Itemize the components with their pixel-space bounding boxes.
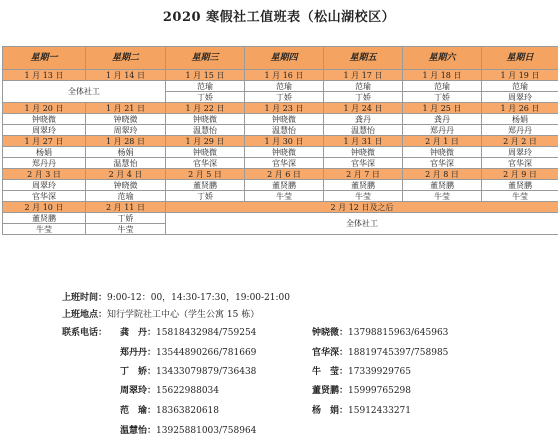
staff-cell: 牛莹 (86, 224, 166, 235)
staff-cell: 钟晓微 (86, 180, 166, 191)
date-cell: 1 月 14 日 (86, 70, 166, 81)
contact-phone: 13544890266/781669 (156, 348, 257, 358)
day-header: 星期五 (324, 47, 403, 70)
staff-cell: 董贤鹏 (245, 180, 324, 191)
staff-cell: 董贤鹏 (3, 213, 86, 224)
hours-label: 上班时间： (62, 293, 108, 303)
contact-right-0 (312, 325, 448, 338)
date-cell: 1 月 25 日 (403, 103, 482, 114)
all-staff-cell: 全体社工 (166, 213, 558, 235)
contact-name: 郑丹丹： (120, 348, 157, 358)
staff-cell: 龚丹 (403, 114, 482, 125)
staff-cell: 官华深 (324, 158, 403, 169)
contact-phone: 18819745397/758985 (348, 348, 449, 358)
contact-phone: 13433079879/736438 (156, 367, 257, 377)
staff-cell: 杨娟 (86, 147, 166, 158)
staff-cell: 钟晓微 (86, 114, 166, 125)
contact-name: 范 瑜： (120, 406, 157, 416)
staff-cell: 牛莹 (403, 191, 482, 202)
staff-cell: 丁娇 (324, 92, 403, 103)
date-row (3, 136, 558, 147)
day-header: 星期日 (482, 47, 558, 70)
after-date-cell: 2 月 12 日及之后 (166, 202, 558, 213)
contact-phone: 15818432984/759254 (156, 328, 257, 338)
contact-name: 钟晓微： (312, 328, 349, 338)
header-row (3, 47, 558, 70)
staff-cell: 钟晓微 (166, 114, 245, 125)
staff-cell: 范瑜 (86, 191, 166, 202)
staff-cell: 郑丹丹 (3, 158, 86, 169)
staff-cell: 丁娇 (86, 213, 166, 224)
staff-cell: 钟晓微 (403, 147, 482, 158)
staff-cell: 丁娇 (166, 191, 245, 202)
staff-cell: 周翠玲 (3, 180, 86, 191)
staff-cell: 范瑜 (245, 81, 324, 92)
place-line (62, 307, 259, 320)
date-cell: 1 月 27 日 (3, 136, 86, 147)
staff-cell: 丁娇 (166, 92, 245, 103)
staff-row (3, 114, 558, 125)
staff-row (3, 81, 558, 92)
date-cell: 1 月 13 日 (3, 70, 86, 81)
staff-cell: 钟晓微 (245, 147, 324, 158)
staff-cell: 范瑜 (403, 81, 482, 92)
date-cell: 2 月 10 日 (3, 202, 86, 213)
date-cell: 1 月 22 日 (166, 103, 245, 114)
contact-name: 龚 丹： (120, 328, 157, 338)
staff-cell: 官华深 (403, 158, 482, 169)
staff-cell: 官华深 (245, 158, 324, 169)
contact-left-2 (120, 364, 256, 377)
staff-cell: 范瑜 (482, 81, 558, 92)
staff-cell: 周翠玲 (3, 125, 86, 136)
staff-cell: 周翠玲 (482, 92, 558, 103)
contact-left-4 (120, 403, 219, 416)
staff-cell: 董贤鹏 (403, 180, 482, 191)
place-label: 上班地点： (62, 310, 108, 320)
contact-left-0 (120, 325, 256, 338)
date-cell: 1 月 30 日 (245, 136, 324, 147)
staff-row (3, 125, 558, 136)
contact-name: 周翠玲： (120, 386, 157, 396)
date-row (3, 70, 558, 81)
contact-phone: 13798815963/645963 (348, 328, 449, 338)
staff-cell: 温慧怡 (86, 158, 166, 169)
staff-row (3, 213, 558, 224)
date-cell: 1 月 23 日 (245, 103, 324, 114)
day-header: 星期一 (3, 47, 86, 70)
staff-cell: 董贤鹏 (166, 180, 245, 191)
contact-name: 温慧怡： (120, 426, 157, 436)
staff-cell: 周翠玲 (482, 147, 558, 158)
all-staff-cell: 全体社工 (3, 81, 166, 103)
day-header: 星期四 (245, 47, 324, 70)
date-cell: 1 月 21 日 (86, 103, 166, 114)
hours-value: 9:00-12：00，14:30-17:30，19:00-21:00 (107, 293, 290, 303)
contact-phone: 13925881003/758964 (156, 426, 257, 436)
staff-cell: 钟晓微 (245, 114, 324, 125)
staff-cell: 官华深 (3, 191, 86, 202)
contact-name: 杨 娟： (312, 406, 349, 416)
contact-phone: 15999765298 (348, 386, 412, 396)
staff-cell: 钟晓微 (3, 114, 86, 125)
staff-cell: 温慧怡 (245, 125, 324, 136)
staff-cell: 温慧怡 (166, 125, 245, 136)
date-cell: 1 月 28 日 (86, 136, 166, 147)
date-row (3, 202, 558, 213)
staff-cell: 官华深 (166, 158, 245, 169)
staff-cell: 丁娇 (245, 92, 324, 103)
staff-cell: 范瑜 (324, 81, 403, 92)
contact-name: 官华深： (312, 348, 349, 358)
day-header: 星期六 (403, 47, 482, 70)
date-cell: 1 月 19 日 (482, 70, 558, 81)
contact-left-5 (120, 423, 256, 436)
date-cell: 1 月 24 日 (324, 103, 403, 114)
date-cell: 2 月 2 日 (482, 136, 558, 147)
staff-row (3, 180, 558, 191)
date-cell: 2 月 6 日 (245, 169, 324, 180)
contact-phone: 17339929765 (348, 367, 412, 377)
date-cell: 2 月 4 日 (86, 169, 166, 180)
contact-label: 联系电话： (62, 328, 108, 338)
date-cell: 1 月 31 日 (324, 136, 403, 147)
staff-cell: 郑丹丹 (482, 125, 558, 136)
date-cell: 1 月 15 日 (166, 70, 245, 81)
contact-right-1 (312, 345, 448, 358)
page-title: 2020 寒假社工值班表（松山湖校区） (162, 10, 396, 25)
date-cell: 2 月 3 日 (3, 169, 86, 180)
contact-right-3 (312, 383, 411, 396)
contact-phone: 15912433271 (348, 406, 412, 416)
staff-cell: 温慧怡 (324, 125, 403, 136)
date-cell: 1 月 18 日 (403, 70, 482, 81)
staff-cell: 杨娟 (3, 147, 86, 158)
staff-cell: 范瑜 (166, 81, 245, 92)
staff-cell: 牛莹 (245, 191, 324, 202)
date-cell: 1 月 16 日 (245, 70, 324, 81)
hours-line (62, 290, 290, 303)
staff-cell: 牛莹 (482, 191, 558, 202)
contact-name: 丁 娇： (120, 367, 157, 377)
staff-cell: 牛莹 (324, 191, 403, 202)
date-cell: 2 月 9 日 (482, 169, 558, 180)
date-cell: 1 月 20 日 (3, 103, 86, 114)
staff-row (3, 191, 558, 202)
date-cell: 1 月 17 日 (324, 70, 403, 81)
date-cell: 1 月 26 日 (482, 103, 558, 114)
contact-name: 牛 莹： (312, 367, 349, 377)
staff-cell: 丁娇 (403, 92, 482, 103)
staff-cell: 董贤鹏 (482, 180, 558, 191)
day-header: 星期三 (166, 47, 245, 70)
contact-left-3 (120, 383, 219, 396)
contact-right-4 (312, 403, 411, 416)
staff-cell: 牛莹 (3, 224, 86, 235)
contact-phone: 15622988034 (156, 386, 220, 396)
date-cell: 2 月 5 日 (166, 169, 245, 180)
staff-cell: 周翠玲 (86, 125, 166, 136)
date-row (3, 103, 558, 114)
staff-cell: 龚丹 (324, 114, 403, 125)
place-value: 知行学院社工中心（学生公寓 15 栋） (107, 310, 260, 320)
date-cell: 2 月 8 日 (403, 169, 482, 180)
day-header: 星期二 (86, 47, 166, 70)
staff-cell: 董贤鹏 (324, 180, 403, 191)
contact-phone: 18363820618 (156, 406, 220, 416)
duty-schedule-table (2, 46, 558, 235)
date-cell: 1 月 29 日 (166, 136, 245, 147)
date-cell: 2 月 11 日 (86, 202, 166, 213)
staff-cell: 官华深 (482, 158, 558, 169)
date-cell: 2 月 1 日 (403, 136, 482, 147)
staff-row (3, 147, 558, 158)
staff-cell: 杨娟 (482, 114, 558, 125)
date-cell: 2 月 7 日 (324, 169, 403, 180)
date-row (3, 169, 558, 180)
contact-left-1 (120, 345, 256, 358)
staff-cell: 郑丹丹 (403, 125, 482, 136)
staff-row (3, 158, 558, 169)
staff-cell: 钟晓微 (166, 147, 245, 158)
staff-cell: 钟晓微 (324, 147, 403, 158)
contact-name: 董贤鹏： (312, 386, 349, 396)
contact-right-2 (312, 364, 411, 377)
